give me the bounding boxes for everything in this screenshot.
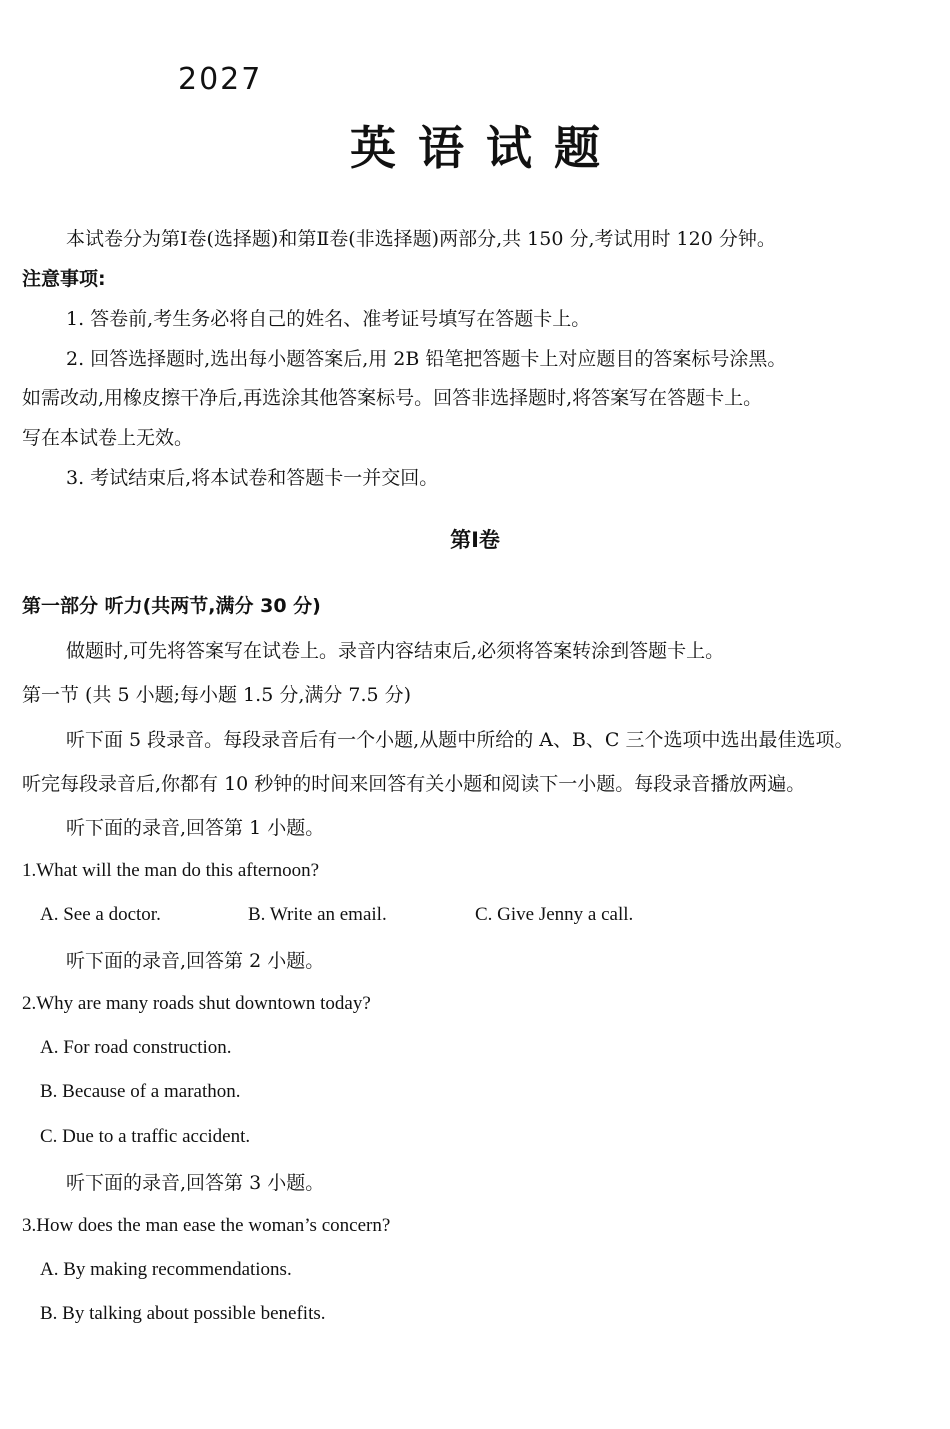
part1-instruction: 做题时,可先将答案写在试卷上。录音内容结束后,必须将答案转涂到答题卡上。 bbox=[66, 640, 725, 662]
question-1-option-b: B. Write an email. bbox=[248, 904, 387, 925]
question-1-option-a: A. See a doctor. bbox=[40, 904, 161, 925]
question-3-prompt: 听下面的录音,回答第 3 小题。 bbox=[66, 1172, 325, 1194]
section1-desc-line-1: 听下面 5 段录音。每段录音后有一个小题,从题中所给的 A、B、C 三个选项中选出最佳选项。 bbox=[66, 729, 854, 751]
question-2-option-b: B. Because of a marathon. bbox=[40, 1081, 241, 1102]
year-label: 2027 bbox=[178, 62, 263, 97]
notice-item-1: 1. 答卷前,考生务必将自己的姓名、准考证号填写在答题卡上。 bbox=[66, 308, 591, 330]
question-1-prompt: 听下面的录音,回答第 1 小题。 bbox=[66, 817, 325, 839]
question-2-prompt: 听下面的录音,回答第 2 小题。 bbox=[66, 950, 325, 972]
question-2-text: 2.Why are many roads shut downtown today? bbox=[22, 993, 371, 1014]
question-3-text: 3.How does the man ease the woman’s concern? bbox=[22, 1215, 391, 1236]
section1-heading: 第一节 (共 5 小题;每小题 1.5 分,满分 7.5 分) bbox=[22, 684, 412, 706]
question-2-option-c: C. Due to a traffic accident. bbox=[40, 1126, 251, 1147]
page-title: 英语试题 bbox=[350, 121, 622, 175]
notice-item-2-line-1: 2. 回答选择题时,选出每小题答案后,用 2B 铅笔把答题卡上对应题目的答案标号涂黑。 bbox=[66, 348, 787, 370]
question-1-text: 1.What will the man do this afternoon? bbox=[22, 860, 320, 881]
question-1-option-c: C. Give Jenny a call. bbox=[475, 904, 634, 925]
section1-desc-line-2: 听完每段录音后,你都有 10 秒钟的时间来回答有关小题和阅读下一小题。每段录音播放两遍。 bbox=[22, 773, 806, 795]
question-3-option-a: A. By making recommendations. bbox=[40, 1259, 292, 1280]
notice-item-2-line-2: 如需改动,用橡皮擦干净后,再选涂其他答案标号。回答非选择题时,将答案写在答题卡上。 bbox=[22, 387, 763, 409]
question-3-option-b: B. By talking about possible benefits. bbox=[40, 1303, 326, 1324]
volume-heading: 第Ⅰ卷 bbox=[450, 528, 500, 552]
notice-item-3: 3. 考试结束后,将本试卷和答题卡一并交回。 bbox=[66, 467, 439, 489]
notice-item-2-line-3: 写在本试卷上无效。 bbox=[22, 427, 194, 449]
notice-heading: 注意事项: bbox=[22, 268, 106, 290]
question-2-option-a: A. For road construction. bbox=[40, 1037, 232, 1058]
part1-heading: 第一部分 听力(共两节,满分 30 分) bbox=[22, 595, 321, 617]
intro-text: 本试卷分为第Ⅰ卷(选择题)和第Ⅱ卷(非选择题)两部分,共 150 分,考试用时 120 分钟。 bbox=[66, 228, 776, 250]
